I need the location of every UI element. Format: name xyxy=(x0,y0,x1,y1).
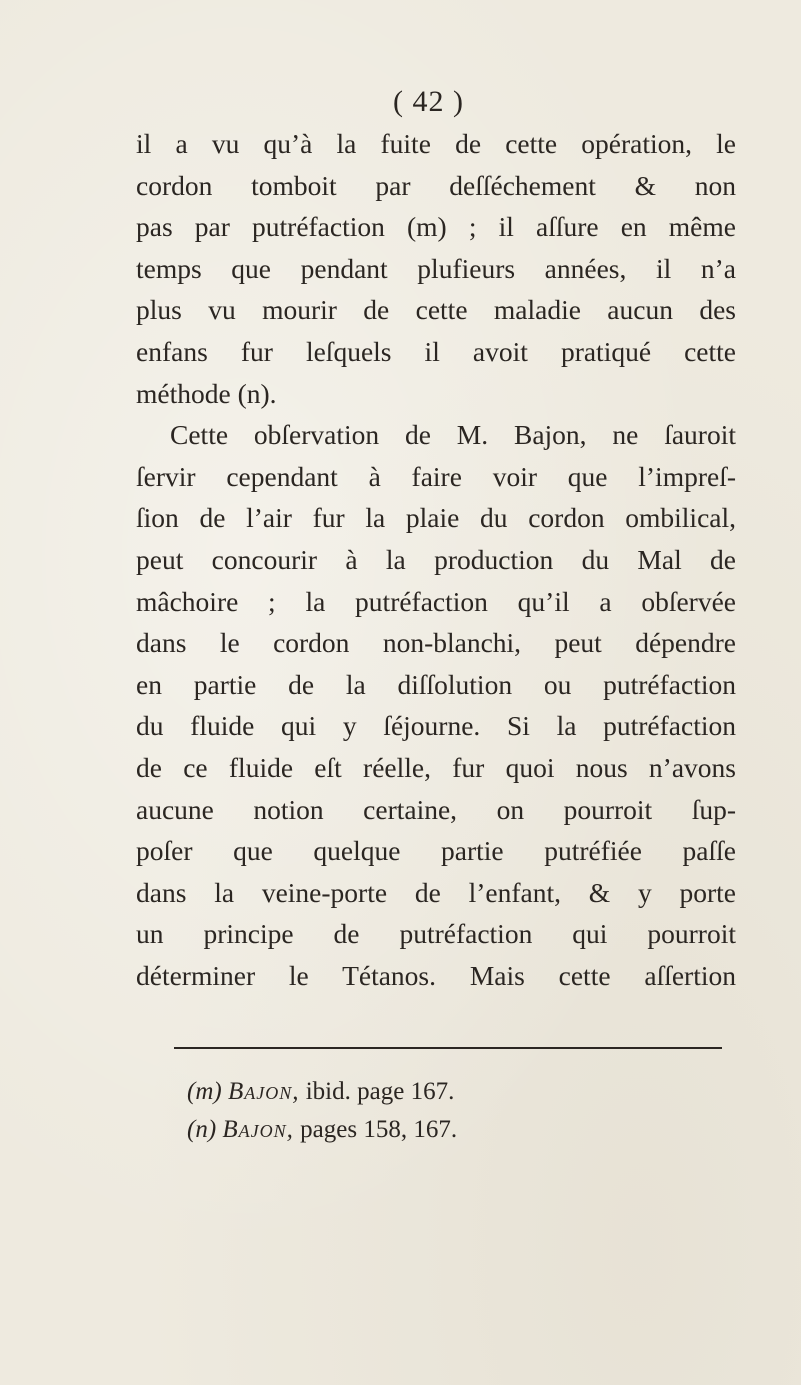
page-number: ( 42 ) xyxy=(393,85,464,118)
footnote-divider xyxy=(174,1047,722,1049)
text-line: temps que pendant plufieurs années, il n’a xyxy=(136,252,736,284)
text-line: mâchoire ; la putréfaction qu’il a obſervée xyxy=(136,585,736,617)
text-line: enfans fur leſquels il avoit pratiqué cette xyxy=(136,335,736,367)
footnote-mark: (m) xyxy=(187,1078,222,1105)
text-line: Cette obſervation de M. Bajon, ne ſauroit xyxy=(170,419,736,451)
text-line: aucune notion certaine, on pourroit ſup- xyxy=(136,793,736,825)
footnote-text: pages 158, 167. xyxy=(300,1116,458,1143)
text-line: dans la veine-porte de l’enfant, & y porte xyxy=(136,876,736,908)
footnote-n xyxy=(187,1111,457,1149)
footnote-text: ibid. page 167. xyxy=(305,1078,455,1105)
text-line: poſer que quelque partie putréfiée paſſe xyxy=(136,835,736,867)
text-line: peut concourir à la production du Mal de xyxy=(136,543,736,575)
text-line: pas par putréfaction (m) ; il aſſure en même xyxy=(136,211,736,243)
footnotes xyxy=(187,1073,457,1149)
text-line: du fluide qui y ſéjourne. Si la putréfaction xyxy=(136,710,736,742)
text-line: un principe de putréfaction qui pourroit xyxy=(136,918,736,950)
footnote-author: Bajon, xyxy=(227,1078,300,1105)
text-line: dans le cordon non-blanchi, peut dépendre xyxy=(136,627,736,659)
text-line: méthode (n). xyxy=(136,377,277,409)
body-text xyxy=(136,123,736,996)
text-line: en partie de la diſſolution ou putréfaction xyxy=(136,668,736,700)
footnote-author: Bajon, xyxy=(222,1116,294,1143)
text-line: ſervir cependant à faire voir que l’impreſ- xyxy=(136,460,736,492)
text-line: il a vu qu’à la fuite de cette opération, le xyxy=(136,128,736,159)
text-line: cordon tomboit par deſſéchement & non xyxy=(136,169,736,201)
text-line: ſion de l’air fur la plaie du cordon ombilical, xyxy=(136,502,736,534)
text-line: déterminer le Tétanos. Mais cette aſſertion xyxy=(136,959,736,991)
text-line: plus vu mourir de cette maladie aucun des xyxy=(136,294,736,326)
footnote-mark: (n) xyxy=(187,1116,217,1143)
text-line: de ce fluide eſt réelle, fur quoi nous n’avons xyxy=(136,751,736,783)
footnote-m xyxy=(187,1073,457,1111)
